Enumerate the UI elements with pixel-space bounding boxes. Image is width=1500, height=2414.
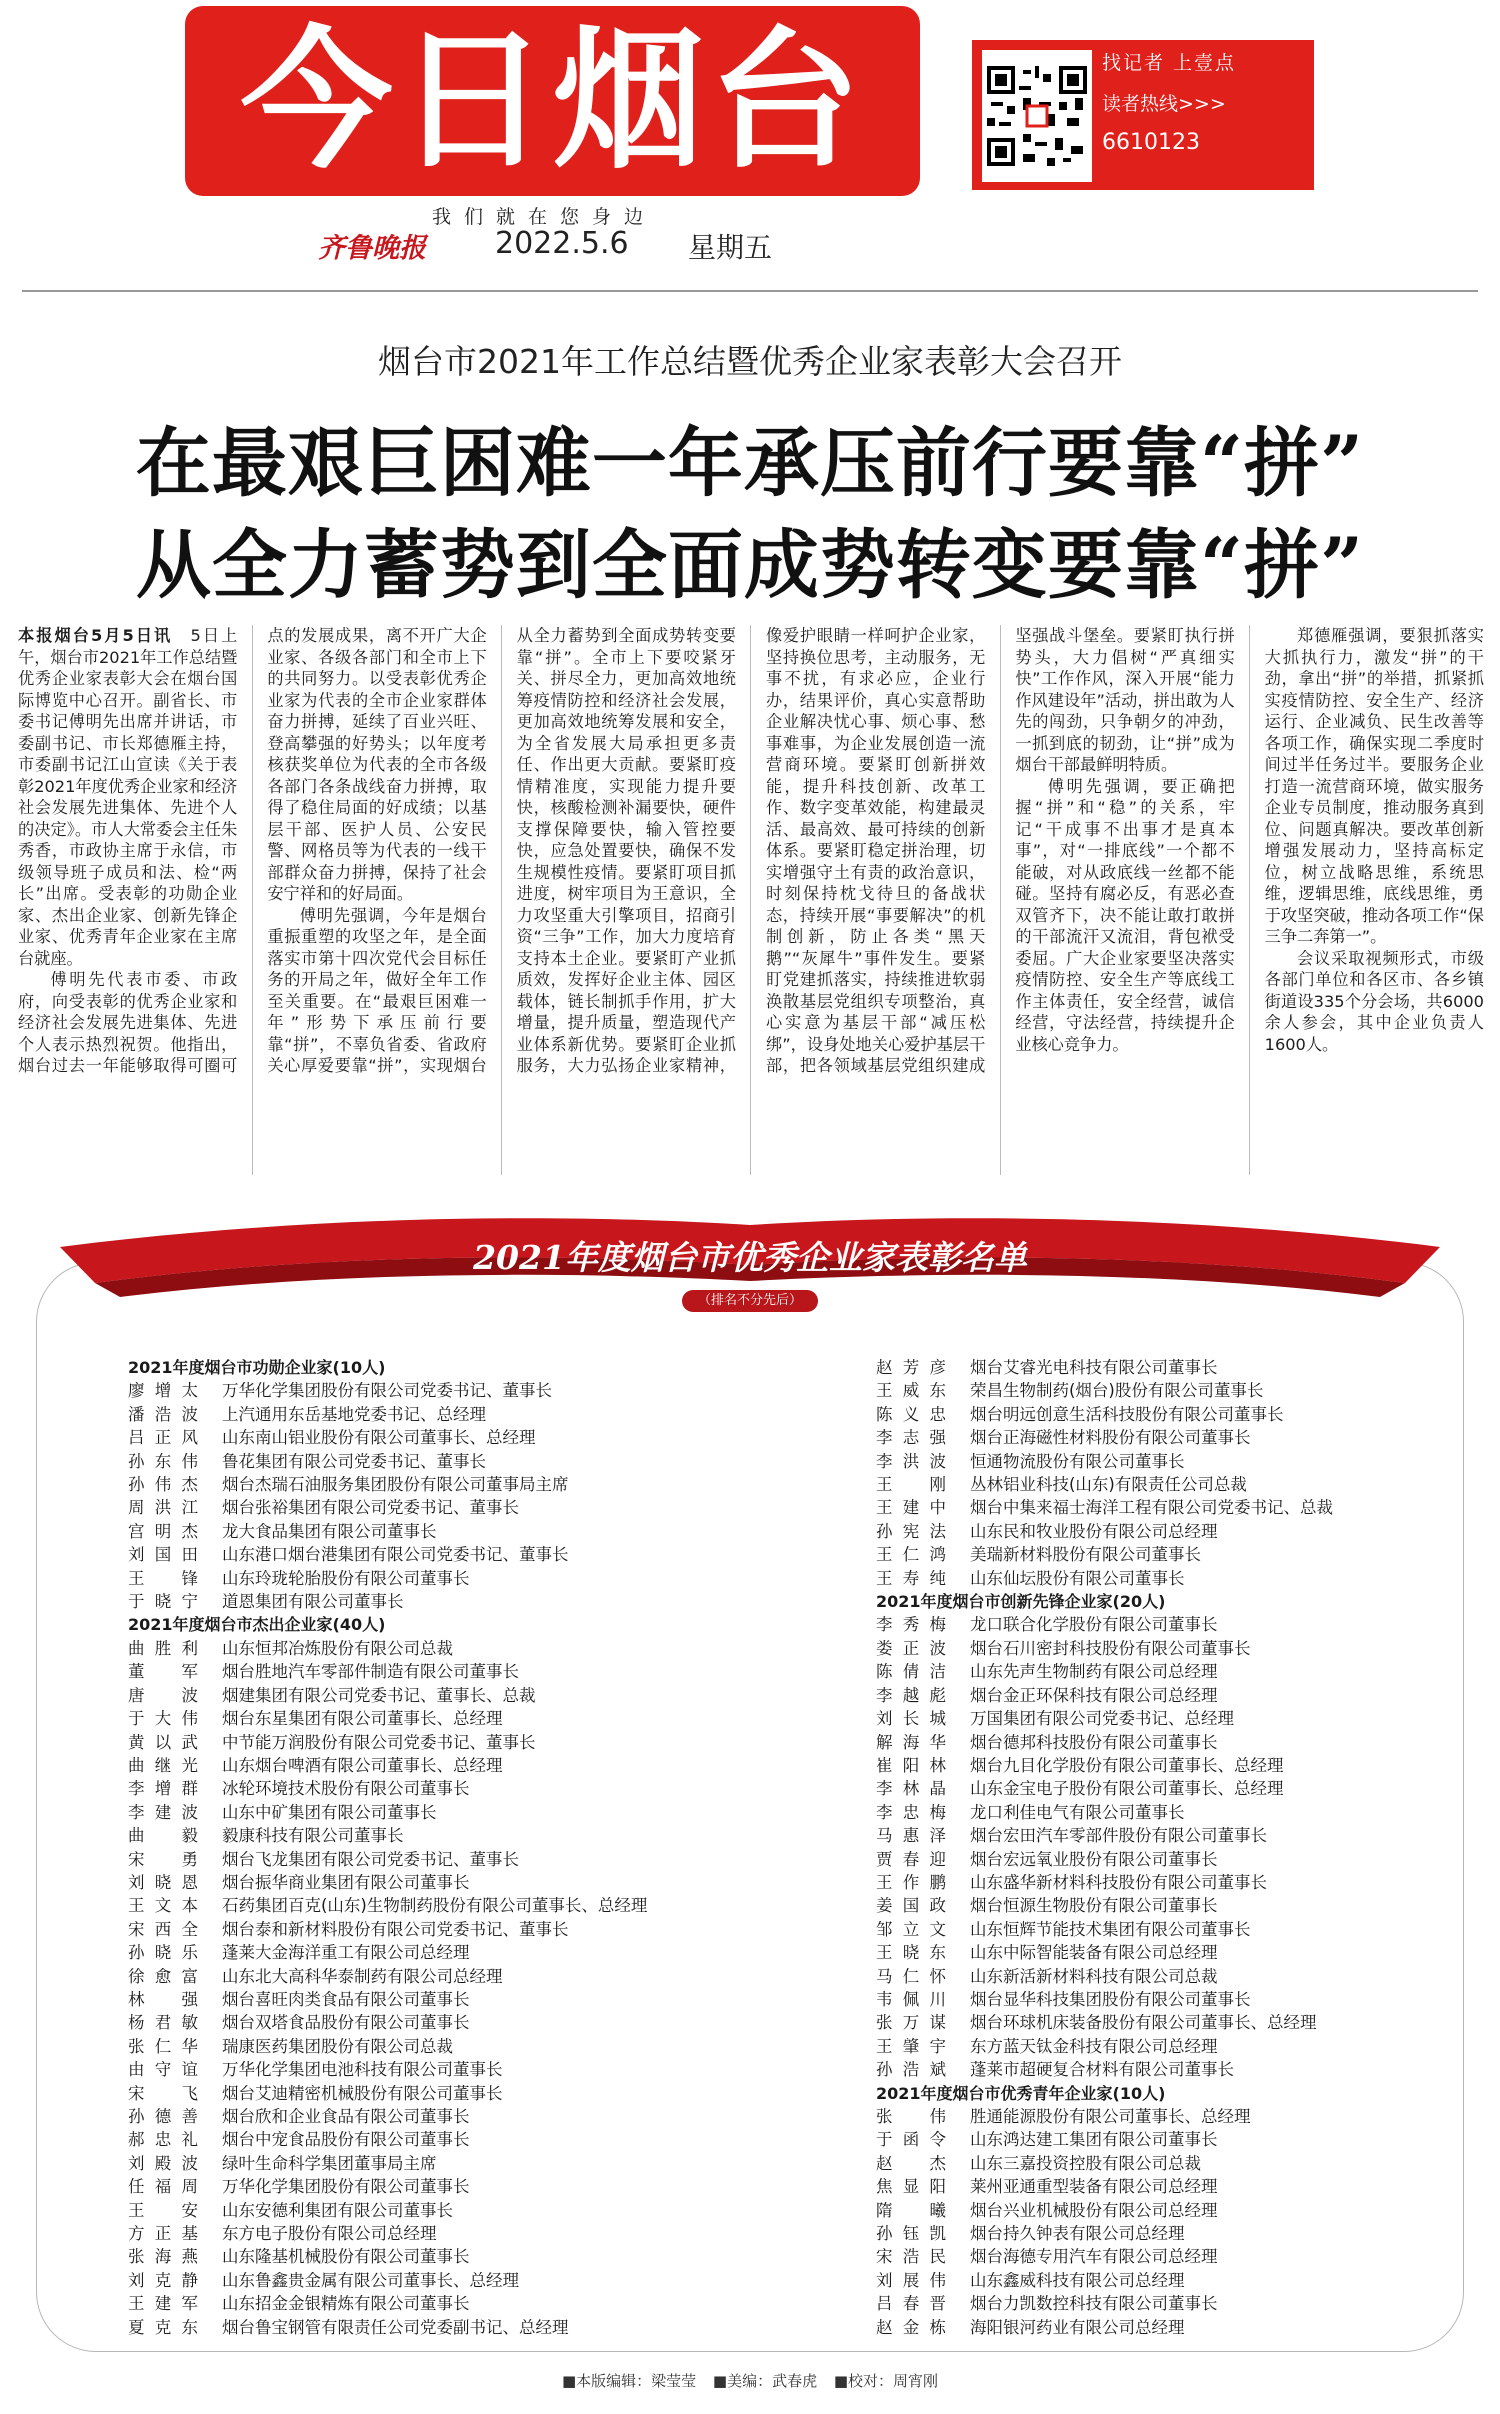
honor-list-entry [128, 1707, 748, 1730]
honoree-name: 李建波 [128, 1802, 198, 1822]
dateline: 本报烟台5月5日讯 [18, 626, 173, 645]
honoree-title: 烟台张裕集团有限公司党委书记、董事长 [222, 1498, 519, 1518]
honoree-name: 王文本 [128, 1896, 198, 1916]
honor-list-entry [128, 1660, 748, 1683]
honor-list-entry [128, 1941, 748, 1964]
honoree-title: 烟台持久钟表有限公司总经理 [970, 2224, 1185, 2244]
honor-category-heading: 2021年度烟台市功勋企业家(10人) [128, 1358, 386, 1377]
honor-list-entry [128, 1777, 748, 1800]
honor-list-entry [128, 1824, 748, 1847]
honoree-name: 李增群 [128, 1779, 198, 1799]
honoree-title: 山东仙坛股份有限公司董事长 [970, 1568, 1185, 1588]
honor-list-entry [128, 1473, 748, 1496]
honor-list-entry [128, 1918, 748, 1941]
honoree-name: 马惠泽 [876, 1826, 946, 1846]
honoree-name: 王建军 [128, 2294, 198, 2314]
honoree-name: 林强 [128, 1989, 198, 2009]
honoree-name: 李林晶 [876, 1779, 946, 1799]
honoree-title: 烟台金正环保科技有限公司总经理 [970, 1685, 1218, 1705]
honoree-name: 张海燕 [128, 2247, 198, 2267]
credit-designer: ■美编：武春虎 [712, 2372, 818, 2390]
honoree-name: 王安 [128, 2200, 198, 2220]
honoree-title: 烟台宏田汽车零部件股份有限公司董事长 [970, 1826, 1267, 1846]
honor-list-entry [876, 1496, 1436, 1519]
honor-category-heading: 2021年度烟台市创新先锋企业家(20人) [876, 1592, 1166, 1612]
honoree-title: 山东恒邦冶炼股份有限公司总裁 [222, 1638, 453, 1658]
honoree-name: 王寿纯 [876, 1568, 946, 1588]
article-paragraph: 傅明先强调，今年是烟台重振重塑的攻坚之年，是全面落实市第十四次党代会目标任务的开局之年，做好全年工作至关重要。在“最艰巨困难一年”形势下承压前行要靠“拼”，不辜负省委、省政府关心厚爱要靠“拼”，实现烟台从全力蓄势到全面成势转变要靠“拼”。全市上下要咬紧牙关、拼尽全力，更加高效地统筹疫情防控和经济社会发展，更加高效地统筹发展和安全，为全省发展大局承担更多责任、作出更大贡献。要紧盯疫情精准度，实现能力提升要快，核酸检测补漏要快，硬件支撑保障要快，输入管控要快，应急处置要快，确保不发生规模性疫情。要紧盯项目抓进度，树牢项目为王意识，全力攻坚重大引擎项目，招商引资“三争”工作，加大力度培育支持本土企业。要紧盯产业抓质效，发挥好企业主体、园区载体，链长制抓手作用，扩大增量，提升质量，塑造现代产业体系新优势。要紧盯企业抓服务，大力弘扬企业家精神，像爱护眼睛一样呵护企业家，坚持换位思考，主动服务，无事不扰，有求必应，企业行办，结果评价，真心实意帮助企业解决忧心事、烦心事、愁事难事，为企业发展创造一流营商环境。要紧盯创新拼效能，提升科技创新、改革工作、数字变革效能，构建最灵活、最高效、最可持续的创新体系。要紧盯稳定拼治理，切实增强守土有责的政治意识，时刻保持枕戈待旦的备战状态，持续开展“事要解决”的机制创新，防止各类“黑天鹅”“灰犀牛”事件发生。要紧盯党建抓落实，持续推进软弱涣散基层党组织专项整治，真心实意为基层干部“减压松绑”，设身处地关心爱护基层干部，把各领域基层党组织建成坚强战斗堡垒。要紧盯执行拼势头，大力倡树“严真细实快”工作作风，深入开展“能力作风建设年”活动，拼出敢为人先的闯劲，只争朝夕的冲劲，一抓到底的韧劲，让“拼”成为烟台干部最鲜明特质。 [267, 626, 1235, 1075]
honoree-name: 王建中 [876, 1498, 946, 1518]
honoree-name: 王锋 [128, 1568, 198, 1588]
honor-list-entry [876, 2245, 1436, 2268]
honoree-title: 烟台石川密封科技股份有限公司董事长 [970, 1638, 1251, 1658]
honoree-name: 任福周 [128, 2177, 198, 2197]
honor-list-entry [128, 2035, 748, 2058]
honoree-title: 山东鑫威科技有限公司总经理 [970, 2270, 1185, 2290]
honoree-title: 东方蓝天钛金科技有限公司总经理 [970, 2036, 1218, 2056]
honoree-name: 王刚 [876, 1475, 946, 1495]
newspaper-logo: 今日烟台 [185, 6, 920, 196]
reader-hotline-box [972, 40, 1314, 190]
honor-list-entry [128, 2269, 748, 2292]
hotline-tagline: 读者热线>>> [1102, 93, 1226, 115]
honor-list-entry [876, 1613, 1436, 1636]
honoree-title: 烟台胜地汽车零部件制造有限公司董事长 [222, 1662, 519, 1682]
honoree-name: 曲毅 [128, 1826, 198, 1846]
headline-line-2: 从全力蓄势到全面成势转变要靠“拼” [135, 521, 1365, 609]
honoree-title: 莱州亚通重型装备有限公司总经理 [970, 2177, 1218, 2197]
honor-list-entry [128, 2175, 748, 2198]
honor-list-entry [128, 1965, 748, 1988]
article-kicker: 烟台市2021年工作总结暨优秀企业家表彰大会召开 [378, 342, 1122, 381]
honor-list-entry [876, 2199, 1436, 2222]
masthead [0, 0, 1500, 292]
honoree-title: 绿叶生命科学集团董事局主席 [222, 2153, 437, 2173]
honoree-name: 李洪波 [876, 1451, 946, 1471]
honoree-name: 方正基 [128, 2224, 198, 2244]
honoree-title: 烟台明远创意生活科技股份有限公司董事长 [970, 1404, 1284, 1424]
honoree-name: 潘浩波 [128, 1404, 198, 1424]
honor-list-entry [128, 1871, 748, 1894]
honoree-name: 焦显阳 [876, 2177, 946, 2197]
honor-list-entry [876, 2011, 1436, 2034]
honoree-name: 崔阳林 [876, 1755, 946, 1775]
honoree-title: 山东隆基机械股份有限公司董事长 [222, 2247, 470, 2267]
honor-list-note: （排名不分先后） [682, 1290, 818, 1312]
honoree-title: 烟台杰瑞石油服务集团股份有限公司董事局主席 [222, 1475, 569, 1495]
honoree-name: 孙宪法 [876, 1521, 946, 1541]
honoree-title: 美瑞新材料股份有限公司董事长 [970, 1545, 1201, 1565]
honor-category-heading: 2021年度烟台市杰出企业家(40人) [128, 1615, 386, 1635]
honor-list-entry [876, 1660, 1436, 1683]
honor-list-entry [876, 1941, 1436, 1964]
honoree-name: 隋曦 [876, 2200, 946, 2220]
honoree-title: 山东恒辉节能技术集团有限公司董事长 [970, 1919, 1251, 1939]
honoree-name: 宋西全 [128, 1919, 198, 1939]
honoree-title: 烟台鲁宝钢管有限责任公司党委副书记、总经理 [222, 2317, 569, 2337]
brand-name: 齐鲁晚报 [318, 233, 426, 264]
honoree-name: 王威东 [876, 1381, 946, 1401]
honor-list-entry [876, 2175, 1436, 2198]
honoree-title: 烟台九目化学股份有限公司董事长、总经理 [970, 1755, 1284, 1775]
honoree-title: 蓬莱市超硬复合材料有限公司董事长 [970, 2060, 1234, 2080]
honoree-name: 张仁华 [128, 2036, 198, 2056]
honor-list-entry [128, 1520, 748, 1543]
honoree-name: 宫明杰 [128, 1521, 198, 1541]
honor-list-entry [128, 1684, 748, 1707]
honoree-name: 吕正风 [128, 1428, 198, 1448]
honoree-title: 烟台振华商业集团有限公司董事长 [222, 1872, 470, 1892]
honoree-title: 烟台泰和新材料股份有限公司党委书记、董事长 [222, 1919, 569, 1939]
honor-list-right-column [876, 1356, 1436, 2339]
honoree-name: 陈倩洁 [876, 1662, 946, 1682]
honoree-name: 娄正波 [876, 1638, 946, 1658]
honoree-title: 上汽通用东岳基地党委书记、总经理 [222, 1404, 486, 1424]
honoree-name: 姜国政 [876, 1896, 946, 1916]
honor-list-entry [128, 1426, 748, 1449]
honoree-title: 山东民和牧业股份有限公司总经理 [970, 1521, 1218, 1541]
honoree-title: 荣昌生物制药(烟台)股份有限公司董事长 [970, 1381, 1264, 1401]
honoree-title: 山东南山铝业股份有限公司董事长、总经理 [222, 1428, 536, 1448]
honor-list-entry [128, 1988, 748, 2011]
honoree-title: 丛林铝业科技(山东)有限责任公司总裁 [970, 1475, 1247, 1495]
honoree-name: 廖增太 [128, 1381, 198, 1401]
honoree-name: 贾春迎 [876, 1849, 946, 1869]
honoree-name: 由守谊 [128, 2060, 198, 2080]
hotline-reporter: 找记者 上壹点 [1102, 52, 1237, 74]
honoree-name: 王作鹏 [876, 1872, 946, 1892]
honoree-name: 刘展伟 [876, 2270, 946, 2290]
honoree-title: 烟台兴业机械股份有限公司总经理 [970, 2200, 1218, 2220]
honoree-name: 马仁怀 [876, 1966, 946, 1986]
honoree-name: 王晓东 [876, 1943, 946, 1963]
honor-list-entry [876, 2316, 1436, 2339]
honor-list-entry [128, 1801, 748, 1824]
honoree-title: 山东北大高科华泰制药有限公司总经理 [222, 1966, 503, 1986]
honoree-title: 山东先声生物制药有限公司总经理 [970, 1662, 1218, 1682]
honoree-name: 韦佩川 [876, 1989, 946, 2009]
honor-list-entry [128, 1754, 748, 1777]
honoree-name: 孙东伟 [128, 1451, 198, 1471]
honoree-title: 烟台海德专用汽车有限公司总经理 [970, 2247, 1218, 2267]
honoree-title: 山东鸿达建工集团有限公司董事长 [970, 2130, 1218, 2150]
honoree-title: 烟台中宠食品股份有限公司董事长 [222, 2130, 470, 2150]
honor-list-entry [876, 1403, 1436, 1426]
honoree-name: 唐波 [128, 1685, 198, 1705]
honoree-title: 恒通物流股份有限公司董事长 [970, 1451, 1185, 1471]
honor-list-entry [876, 1871, 1436, 1894]
honoree-title: 山东安德利集团有限公司董事长 [222, 2200, 453, 2220]
honor-list-entry [128, 2058, 748, 2081]
honoree-name: 宋勇 [128, 1849, 198, 1869]
honoree-title: 中节能万润股份有限公司党委书记、董事长 [222, 1732, 536, 1752]
honoree-name: 赵芳彦 [876, 1358, 946, 1377]
honoree-name: 董军 [128, 1662, 198, 1682]
credit-proofreader: ■校对：周宵刚 [833, 2372, 939, 2390]
honor-list-entry [876, 1637, 1436, 1660]
honoree-title: 烟台中集来福士海洋工程有限公司党委书记、总裁 [970, 1498, 1333, 1518]
honoree-name: 陈义忠 [876, 1404, 946, 1424]
honoree-title: 蓬莱大金海洋重工有限公司总经理 [222, 1943, 470, 1963]
honoree-title: 龙口联合化学股份有限公司董事长 [970, 1615, 1218, 1635]
honoree-title: 毅康科技有限公司董事长 [222, 1826, 404, 1846]
honor-list-entry [128, 1403, 748, 1426]
article-paragraph: 本报烟台5月5日讯 5日上午，烟台市2021年工作总结暨优秀企业家表彰大会在烟台国际博览中心召开。副省长、市委书记傅明先出席并讲话，市委副书记、市长郑德雁主持，市委副书记江山宣读《关于表彰2021年度优秀企业家和经济社会发展先进集体、先进个人的决定》。市人大常委会主任朱秀香，市政协主席于永信，市级领导班子成员和法、检“两长”出席。受表彰的功勋企业家、杰出企业家、创新先锋企业家、优秀青年企业家在主席台就座。 [18, 626, 238, 968]
honoree-title: 烟台正海磁性材料股份有限公司董事长 [970, 1428, 1251, 1448]
honor-list-entry [876, 1520, 1436, 1543]
honor-list-entry [128, 1731, 748, 1754]
honor-category-heading: 2021年度烟台市优秀青年企业家(10人) [876, 2083, 1166, 2103]
honor-list-entry [128, 2011, 748, 2034]
honor-list-entry [876, 1426, 1436, 1449]
honoree-name: 李忠梅 [876, 1802, 946, 1822]
honoree-title: 烟台恒源生物股份有限公司董事长 [970, 1896, 1218, 1916]
honor-list-entry [128, 1450, 748, 1473]
honoree-name: 刘晓恩 [128, 1872, 198, 1892]
honoree-name: 杨君敏 [128, 2013, 198, 2033]
honoree-title: 鲁花集团有限公司党委书记、董事长 [222, 1451, 486, 1471]
honoree-name: 于晓宁 [128, 1592, 198, 1612]
honoree-title: 胜通能源股份有限公司董事长、总经理 [970, 2107, 1251, 2126]
honor-list-entry [128, 2082, 748, 2105]
honoree-name: 赵金栋 [876, 2317, 946, 2337]
honor-list-entry [876, 2292, 1436, 2315]
honor-list-entry [128, 1848, 748, 1871]
honoree-title: 万华化学集团电池科技有限公司董事长 [222, 2060, 503, 2080]
honoree-name: 张万谋 [876, 2013, 946, 2033]
honoree-name: 孙浩斌 [876, 2060, 946, 2080]
honoree-name: 曲继光 [128, 1755, 198, 1775]
honoree-title: 龙大食品集团有限公司董事长 [222, 1521, 437, 1541]
honoree-name: 李志强 [876, 1428, 946, 1448]
honor-list-entry [876, 2035, 1436, 2058]
headline-line-1: 在最艰巨困难一年承压前行要靠“拼” [135, 419, 1365, 507]
honoree-title: 石药集团百克(山东)生物制药股份有限公司董事长、总经理 [222, 1896, 648, 1916]
credit-editor: ■本版编辑：梁莹莹 [561, 2372, 697, 2390]
honor-list-entry [128, 2316, 748, 2339]
honoree-name: 王肇宇 [876, 2036, 946, 2056]
honor-list-entry [876, 2269, 1436, 2292]
issue-date: 2022.5.6 [495, 226, 629, 261]
honoree-title: 烟台东星集团有限公司董事长、总经理 [222, 1709, 503, 1729]
honor-list-entry [876, 2105, 1436, 2128]
honoree-name: 刘殿波 [128, 2153, 198, 2173]
honor-list-entry [876, 2058, 1436, 2081]
honor-list-title: 2021年度烟台市优秀企业家表彰名单 [473, 1238, 1027, 1277]
honoree-title: 山东港口烟台港集团有限公司党委书记、董事长 [222, 1545, 569, 1565]
honoree-name: 李越彪 [876, 1685, 946, 1705]
honoree-name: 吕春晋 [876, 2294, 946, 2314]
honor-list-entry [876, 1754, 1436, 1777]
honor-list-left-column [128, 1356, 748, 2339]
honor-list-entry [876, 1379, 1436, 1402]
honoree-name: 刘克静 [128, 2270, 198, 2290]
hotline-text [1102, 48, 1236, 155]
honoree-name: 周洪江 [128, 1498, 198, 1518]
honor-list-entry [876, 1824, 1436, 1847]
honoree-name: 曲胜利 [128, 1638, 198, 1658]
honor-list-entry [876, 1356, 1436, 1379]
honor-list-entry [876, 1988, 1436, 2011]
honoree-title: 万华化学集团股份有限公司党委书记、董事长 [222, 1381, 552, 1401]
honoree-title: 瑞康医药集团股份有限公司总裁 [222, 2036, 453, 2056]
honoree-name: 解海华 [876, 1732, 946, 1752]
honoree-title: 烟建集团有限公司党委书记、董事长、总裁 [222, 1685, 536, 1705]
honor-list-entry [876, 1894, 1436, 1917]
honor-list-entry [128, 1567, 748, 1590]
honor-list-entry [876, 1543, 1436, 1566]
honoree-name: 孙德善 [128, 2107, 198, 2126]
qr-code-icon[interactable] [982, 50, 1092, 182]
article-paragraph: 会议采取视频形式，市级各部门单位和各区市、各乡镇街道设335个分会场，共6000余人参会，其中企业负责人1600人。 [1264, 948, 1484, 1054]
honoree-name: 于函令 [876, 2130, 946, 2150]
honoree-title: 山东三嘉投资控股有限公司总裁 [970, 2153, 1201, 2173]
honoree-name: 夏克东 [128, 2317, 198, 2337]
honoree-title: 烟台艾迪精密机械股份有限公司董事长 [222, 2083, 503, 2103]
slogan: 我们就在您身边 [432, 206, 657, 228]
honor-list-entry [128, 2105, 748, 2128]
article-paragraph: 郑德雁强调，要狠抓落实大抓执行力，激发“拼”的干劲，拿出“拼”的举措，抓紧抓实疫情防控、安全生产、经济运行、企业减负、民生改善等各项工作，确保实现二季度时间过半任务过半。要服务企业打造一流营商环境，做实服务企业专员制度，推动服务真到位、问题真解决。要改革创新增强发展动力，坚持高标定位，树立战略思维，系统思维，逻辑思维，底线思维，勇于攻坚突破，推动各项工作“保三争二奔第一”。 [1264, 626, 1484, 946]
honor-list-entry [876, 2152, 1436, 2175]
honoree-name: 孙钰凯 [876, 2224, 946, 2244]
honor-list-entry [128, 1496, 748, 1519]
honoree-name: 宋飞 [128, 2083, 198, 2103]
honoree-name: 刘国田 [128, 1545, 198, 1565]
honor-list-entry [876, 1848, 1436, 1871]
honor-list-entry [876, 1965, 1436, 1988]
honoree-title: 东方电子股份有限公司总经理 [222, 2224, 437, 2244]
honoree-name: 邹立文 [876, 1919, 946, 1939]
honor-list-entry [128, 2152, 748, 2175]
honoree-title: 冰轮环境技术股份有限公司董事长 [222, 1779, 470, 1799]
honor-list-entry [876, 1707, 1436, 1730]
honoree-title: 烟台飞龙集团有限公司党委书记、董事长 [222, 1849, 519, 1869]
honoree-title: 山东中矿集团有限公司董事长 [222, 1802, 437, 1822]
honoree-title: 烟台宏远氧业股份有限公司董事长 [970, 1849, 1218, 1869]
honoree-title: 山东新活新材料科技有限公司总裁 [970, 1966, 1218, 1986]
hotline-number[interactable]: 6610123 [1102, 130, 1200, 155]
honor-list-entry [876, 1731, 1436, 1754]
honor-list-entry [128, 1894, 748, 1917]
honoree-name: 徐愈富 [128, 1966, 198, 1986]
honor-list-entry [876, 2222, 1436, 2245]
masthead-divider [22, 290, 1478, 292]
honoree-title: 烟台双塔食品股份有限公司董事长 [222, 2013, 470, 2033]
article-body [18, 625, 1484, 1175]
honoree-name: 李秀梅 [876, 1615, 946, 1635]
honoree-title: 山东盛华新材料科技股份有限公司董事长 [970, 1872, 1267, 1892]
honoree-title: 龙口利佳电气有限公司董事长 [970, 1802, 1185, 1822]
page-credits [0, 2370, 1500, 2391]
honoree-name: 宋浩民 [876, 2247, 946, 2267]
honoree-name: 孙晓乐 [128, 1943, 198, 1963]
honor-list-entry [876, 1918, 1436, 1941]
honoree-title: 山东招金金银精炼有限公司董事长 [222, 2294, 470, 2314]
honoree-title: 烟台艾睿光电科技有限公司董事长 [970, 1358, 1218, 1377]
honoree-title: 山东鲁鑫贵金属有限公司董事长、总经理 [222, 2270, 519, 2290]
honoree-title: 烟台力凯数控科技有限公司董事长 [970, 2294, 1218, 2314]
article-paragraph: 傅明先强调，要正确把握“拼”和“稳”的关系，牢记“干成事不出事才是真本事”，对“一排底线”一个都不能破，对从政底线一丝都不能碰。坚持有腐必反，有恶必查双管齐下，决不能让敢打敢拼的干部流汗又流泪，背包袱受委屈。广大企业家要坚决落实疫情防控、安全生产等底线工作主体责任，安全经营，诚信经营，守法经营，持续提升企业核心竞争力。 [1015, 776, 1235, 1054]
honor-list-entry [128, 1637, 748, 1660]
article-paragraph: 傅明先代表市委、市政府，向受表彰的优秀企业家和经济社会发展先进集体、先进个人表示热烈祝贺。他指出，烟台过去一年能够取得可圈可点的发展成果，离不开广大企业家、各级各部门和全市上下的共同努力。以受表彰优秀企业家为代表的全市企业家群体奋力拼搏，延续了百业兴旺、登高攀强的好势头；以年度考核获奖单位为代表的全市各级各部门各条战线奋力拼搏，取得了稳住局面的好成绩；以基层干部、医护人员、公安民警、网格员等为代表的一线干部群众奋力拼搏，保持了社会安宁祥和的好局面。 [18, 626, 487, 1075]
honoree-title: 烟台显华科技集团股份有限公司董事长 [970, 1989, 1251, 2009]
honoree-name: 刘长城 [876, 1709, 946, 1729]
honor-list-entry [876, 1684, 1436, 1707]
honor-list-entry [128, 1379, 748, 1402]
honoree-title: 烟台德邦科技股份有限公司董事长 [970, 1732, 1218, 1752]
honoree-name: 于大伟 [128, 1709, 198, 1729]
honor-list-entry [128, 1543, 748, 1566]
honor-list-entry [128, 2128, 748, 2151]
honoree-name: 张伟 [876, 2107, 946, 2126]
honoree-name: 黄以武 [128, 1732, 198, 1752]
honoree-title: 道恩集团有限公司董事长 [222, 1592, 404, 1612]
honor-list-entry [876, 1473, 1436, 1496]
honor-list-entry [876, 1777, 1436, 1800]
honor-list-entry [128, 2199, 748, 2222]
honoree-title: 山东中际智能装备有限公司总经理 [970, 1943, 1218, 1963]
honor-list-entry [876, 1450, 1436, 1473]
honor-list-entry [128, 2245, 748, 2268]
honor-list-entry [128, 1590, 748, 1613]
honor-list-entry [876, 2128, 1436, 2151]
honoree-title: 山东金宝电子股份有限公司董事长、总经理 [970, 1779, 1284, 1799]
issue-weekday: 星期五 [688, 231, 773, 264]
honor-list-entry [128, 2292, 748, 2315]
honor-list-entry [128, 2222, 748, 2245]
honoree-title: 万国集团有限公司党委书记、总经理 [970, 1709, 1234, 1729]
honor-list-entry [876, 1567, 1436, 1590]
honoree-name: 孙伟杰 [128, 1475, 198, 1495]
honoree-name: 郝忠礼 [128, 2130, 198, 2150]
honoree-title: 烟台环球机床装备股份有限公司董事长、总经理 [970, 2013, 1317, 2033]
honoree-title: 烟台喜旺肉类食品有限公司董事长 [222, 1989, 470, 2009]
honoree-title: 万华化学集团股份有限公司董事长 [222, 2177, 470, 2197]
honoree-title: 山东玲珑轮胎股份有限公司董事长 [222, 1568, 470, 1588]
honoree-title: 烟台欣和企业食品有限公司董事长 [222, 2107, 470, 2126]
honoree-title: 海阳银河药业有限公司总经理 [970, 2317, 1185, 2337]
honoree-name: 王仁鸿 [876, 1545, 946, 1565]
honoree-name: 赵杰 [876, 2153, 946, 2173]
honor-list-entry [876, 1801, 1436, 1824]
honoree-title: 山东烟台啤酒有限公司董事长、总经理 [222, 1755, 503, 1775]
